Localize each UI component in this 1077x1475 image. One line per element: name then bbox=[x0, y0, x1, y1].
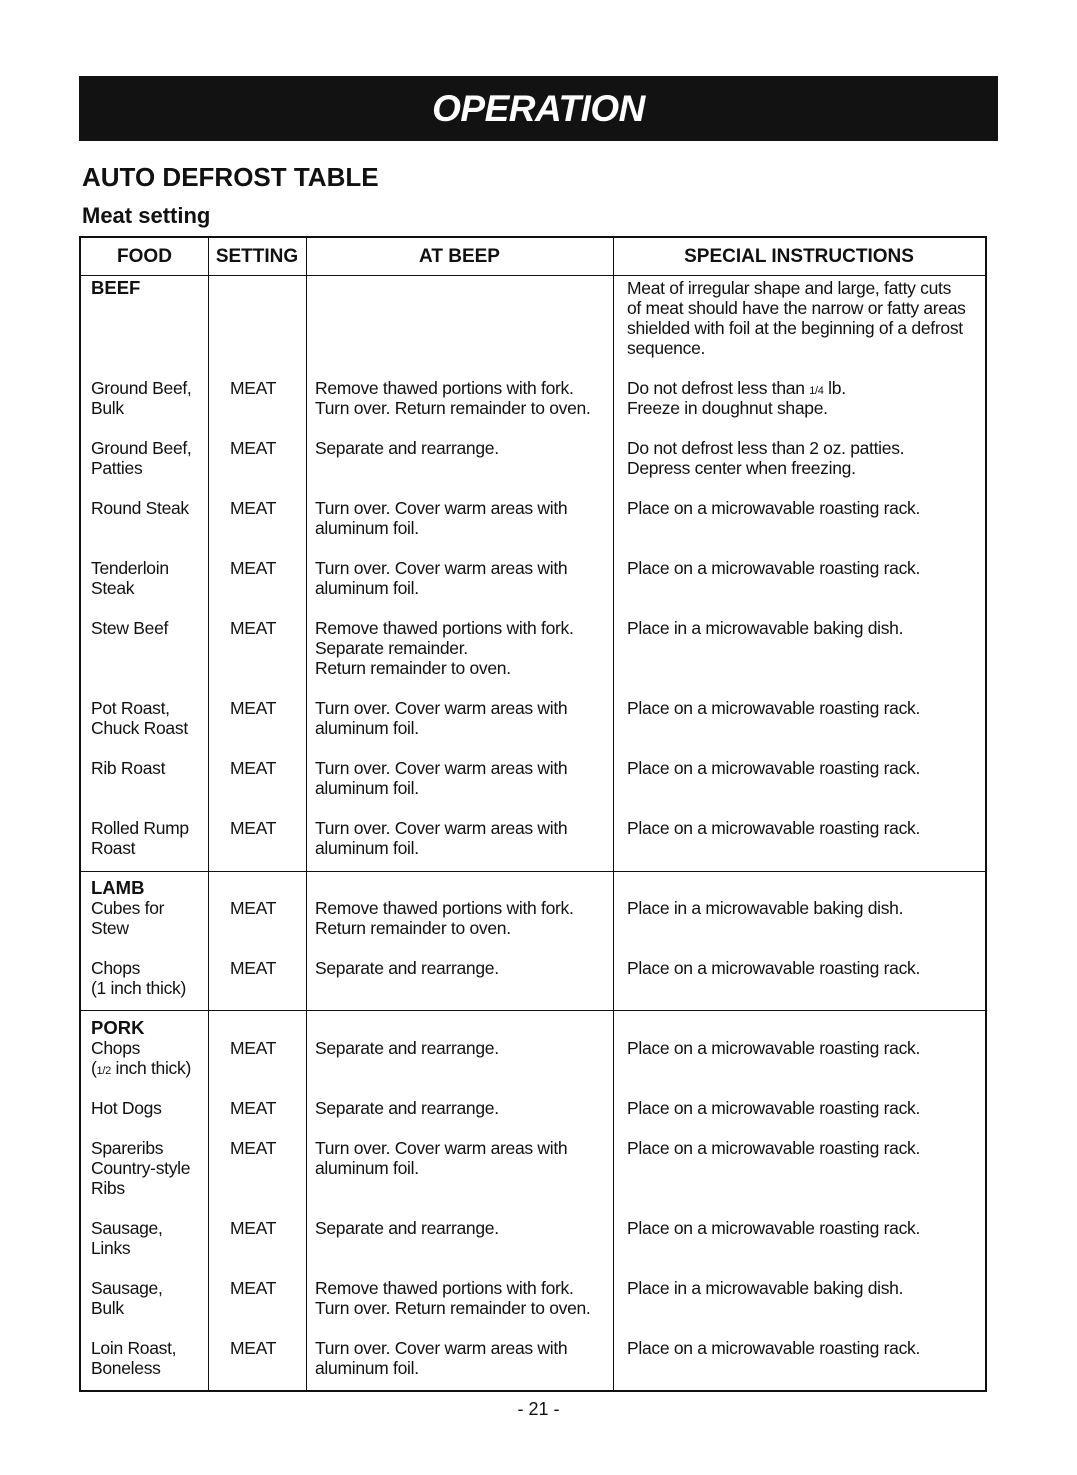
at-beep-text: Turn over. Cover warm areas with bbox=[315, 698, 568, 718]
at-beep-text: Separate and rearrange. bbox=[315, 1038, 499, 1058]
food-name: Pot Roast, bbox=[91, 698, 170, 718]
column-divider bbox=[208, 238, 209, 1390]
at-beep-text: aluminum foil. bbox=[315, 578, 419, 598]
setting-value: MEAT bbox=[230, 438, 277, 458]
special-instructions-text: Place on a microwavable roasting rack. bbox=[627, 1138, 921, 1158]
food-name bbox=[91, 1058, 191, 1081]
food-name: Boneless bbox=[91, 1358, 161, 1378]
special-instructions-text: Place on a microwavable roasting rack. bbox=[627, 758, 921, 778]
special-instructions-text: Place on a microwavable roasting rack. bbox=[627, 818, 921, 838]
header-food: FOOD bbox=[117, 246, 172, 267]
setting-value: MEAT bbox=[230, 818, 277, 838]
special-instructions-text: Place on a microwavable roasting rack. bbox=[627, 558, 921, 578]
special-instructions-text: Do not defrost less than 2 oz. patties. bbox=[627, 438, 905, 458]
at-beep-text: Turn over. Cover warm areas with bbox=[315, 758, 568, 778]
setting-value: MEAT bbox=[230, 558, 277, 578]
at-beep-text: Turn over. Cover warm areas with bbox=[315, 1138, 568, 1158]
column-divider bbox=[613, 238, 614, 1390]
at-beep-text: Separate remainder. bbox=[315, 638, 468, 658]
fraction: 1/2 bbox=[96, 1065, 111, 1077]
food-name: Cubes for bbox=[91, 898, 165, 918]
section-divider bbox=[81, 1010, 985, 1011]
setting-value: MEAT bbox=[230, 1098, 277, 1118]
special-instructions-text: Place on a microwavable roasting rack. bbox=[627, 498, 921, 518]
at-beep-text: aluminum foil. bbox=[315, 838, 419, 858]
setting-value: MEAT bbox=[230, 1338, 277, 1358]
at-beep-text: Turn over. Return remainder to oven. bbox=[315, 1298, 591, 1318]
food-name: Roast bbox=[91, 838, 136, 858]
food-name: Ground Beef, bbox=[91, 378, 192, 398]
at-beep-text: Turn over. Cover warm areas with bbox=[315, 558, 568, 578]
text-part: ( bbox=[91, 1058, 97, 1078]
at-beep-text: Turn over. Return remainder to oven. bbox=[315, 398, 591, 418]
at-beep-text: aluminum foil. bbox=[315, 518, 419, 538]
food-name: Country-style bbox=[91, 1158, 191, 1178]
food-name: Sausage, bbox=[91, 1218, 163, 1238]
setting-value: MEAT bbox=[230, 1038, 277, 1058]
special-instructions-text: Place on a microwavable roasting rack. bbox=[627, 698, 921, 718]
setting-value: MEAT bbox=[230, 498, 277, 518]
at-beep-text: aluminum foil. bbox=[315, 1158, 419, 1178]
at-beep-text: Remove thawed portions with fork. bbox=[315, 898, 574, 918]
special-instructions-text: Place in a microwavable baking dish. bbox=[627, 1278, 904, 1298]
food-name: Ground Beef, bbox=[91, 438, 192, 458]
fraction: 1/4 bbox=[809, 385, 824, 397]
food-name: Stew bbox=[91, 918, 129, 938]
food-name: Stew Beef bbox=[91, 618, 169, 638]
food-name: Steak bbox=[91, 578, 135, 598]
setting-value: MEAT bbox=[230, 1278, 277, 1298]
at-beep-text: aluminum foil. bbox=[315, 1358, 419, 1378]
banner-title: OPERATION bbox=[432, 88, 645, 129]
special-instructions-text: Place on a microwavable roasting rack. bbox=[627, 1038, 921, 1058]
at-beep-text: Turn over. Cover warm areas with bbox=[315, 818, 568, 838]
food-name: Chops bbox=[91, 958, 141, 978]
special-instructions-text: sequence. bbox=[627, 338, 706, 358]
special-instructions-text: Place on a microwavable roasting rack. bbox=[627, 1218, 921, 1238]
setting-value: MEAT bbox=[230, 618, 277, 638]
header-at-beep: AT BEEP bbox=[419, 246, 500, 267]
text-part: Do not defrost less than bbox=[627, 378, 810, 398]
special-instructions-text: Place on a microwavable roasting rack. bbox=[627, 958, 921, 978]
setting-value: MEAT bbox=[230, 378, 277, 398]
special-instructions-text: of meat should have the narrow or fatty areas bbox=[627, 298, 966, 318]
at-beep-text: Return remainder to oven. bbox=[315, 918, 511, 938]
food-name: Hot Dogs bbox=[91, 1098, 162, 1118]
food-name: Bulk bbox=[91, 1298, 124, 1318]
at-beep-text: Separate and rearrange. bbox=[315, 1098, 499, 1118]
category-label-lamb: LAMB bbox=[91, 877, 145, 898]
at-beep-text: Turn over. Cover warm areas with bbox=[315, 1338, 568, 1358]
at-beep-text: Separate and rearrange. bbox=[315, 1218, 499, 1238]
food-name: Sausage, bbox=[91, 1278, 163, 1298]
header-setting: SETTING bbox=[215, 246, 299, 267]
food-name: Ribs bbox=[91, 1178, 125, 1198]
page-number: - 21 - bbox=[517, 1399, 560, 1419]
setting-value: MEAT bbox=[230, 1138, 277, 1158]
food-name: Rolled Rump bbox=[91, 818, 189, 838]
setting-value: MEAT bbox=[230, 958, 277, 978]
food-name: Rib Roast bbox=[91, 758, 166, 778]
defrost-table bbox=[79, 236, 987, 1392]
category-label-pork: PORK bbox=[91, 1017, 145, 1038]
at-beep-text: Return remainder to oven. bbox=[315, 658, 511, 678]
special-instructions-text: shielded with foil at the beginning of a defrost bbox=[627, 318, 963, 338]
at-beep-text: aluminum foil. bbox=[315, 778, 419, 798]
setting-value: MEAT bbox=[230, 698, 277, 718]
special-instructions-text: Depress center when freezing. bbox=[627, 458, 856, 478]
food-name: Round Steak bbox=[91, 498, 189, 518]
special-instructions-text: Place in a microwavable baking dish. bbox=[627, 898, 904, 918]
setting-value: MEAT bbox=[230, 1218, 277, 1238]
food-name: Bulk bbox=[91, 398, 124, 418]
setting-value: MEAT bbox=[230, 758, 277, 778]
setting-value: MEAT bbox=[230, 898, 277, 918]
special-instructions-text: Place on a microwavable roasting rack. bbox=[627, 1338, 921, 1358]
food-name: Patties bbox=[91, 458, 143, 478]
special-instructions-text: Freeze in doughnut shape. bbox=[627, 398, 828, 418]
food-name: Spareribs bbox=[91, 1138, 164, 1158]
food-name: (1 inch thick) bbox=[91, 978, 186, 998]
food-name: Tenderloin bbox=[91, 558, 169, 578]
food-name: Chops bbox=[91, 1038, 141, 1058]
food-name: Links bbox=[91, 1238, 131, 1258]
special-instructions-text: Meat of irregular shape and large, fatty cuts bbox=[627, 278, 952, 298]
text-part: inch thick) bbox=[110, 1058, 191, 1078]
section-divider bbox=[81, 871, 985, 872]
food-name: Chuck Roast bbox=[91, 718, 188, 738]
header-divider bbox=[81, 275, 985, 276]
page-title: AUTO DEFROST TABLE bbox=[82, 162, 379, 192]
at-beep-text: Turn over. Cover warm areas with bbox=[315, 498, 568, 518]
text-part: lb. bbox=[823, 378, 846, 398]
header-special-instructions: SPECIAL INSTRUCTIONS bbox=[684, 246, 914, 267]
special-instructions-text: Place in a microwavable baking dish. bbox=[627, 618, 904, 638]
at-beep-text: Remove thawed portions with fork. bbox=[315, 618, 574, 638]
column-divider bbox=[306, 238, 307, 1390]
at-beep-text: Remove thawed portions with fork. bbox=[315, 378, 574, 398]
section-banner bbox=[79, 76, 998, 141]
at-beep-text: Remove thawed portions with fork. bbox=[315, 1278, 574, 1298]
subsection-title: Meat setting bbox=[82, 203, 211, 228]
at-beep-text: Separate and rearrange. bbox=[315, 438, 499, 458]
category-label-beef: BEEF bbox=[91, 277, 141, 298]
food-name: Loin Roast, bbox=[91, 1338, 177, 1358]
at-beep-text: aluminum foil. bbox=[315, 718, 419, 738]
at-beep-text: Separate and rearrange. bbox=[315, 958, 499, 978]
special-instructions-text: Place on a microwavable roasting rack. bbox=[627, 1098, 921, 1118]
